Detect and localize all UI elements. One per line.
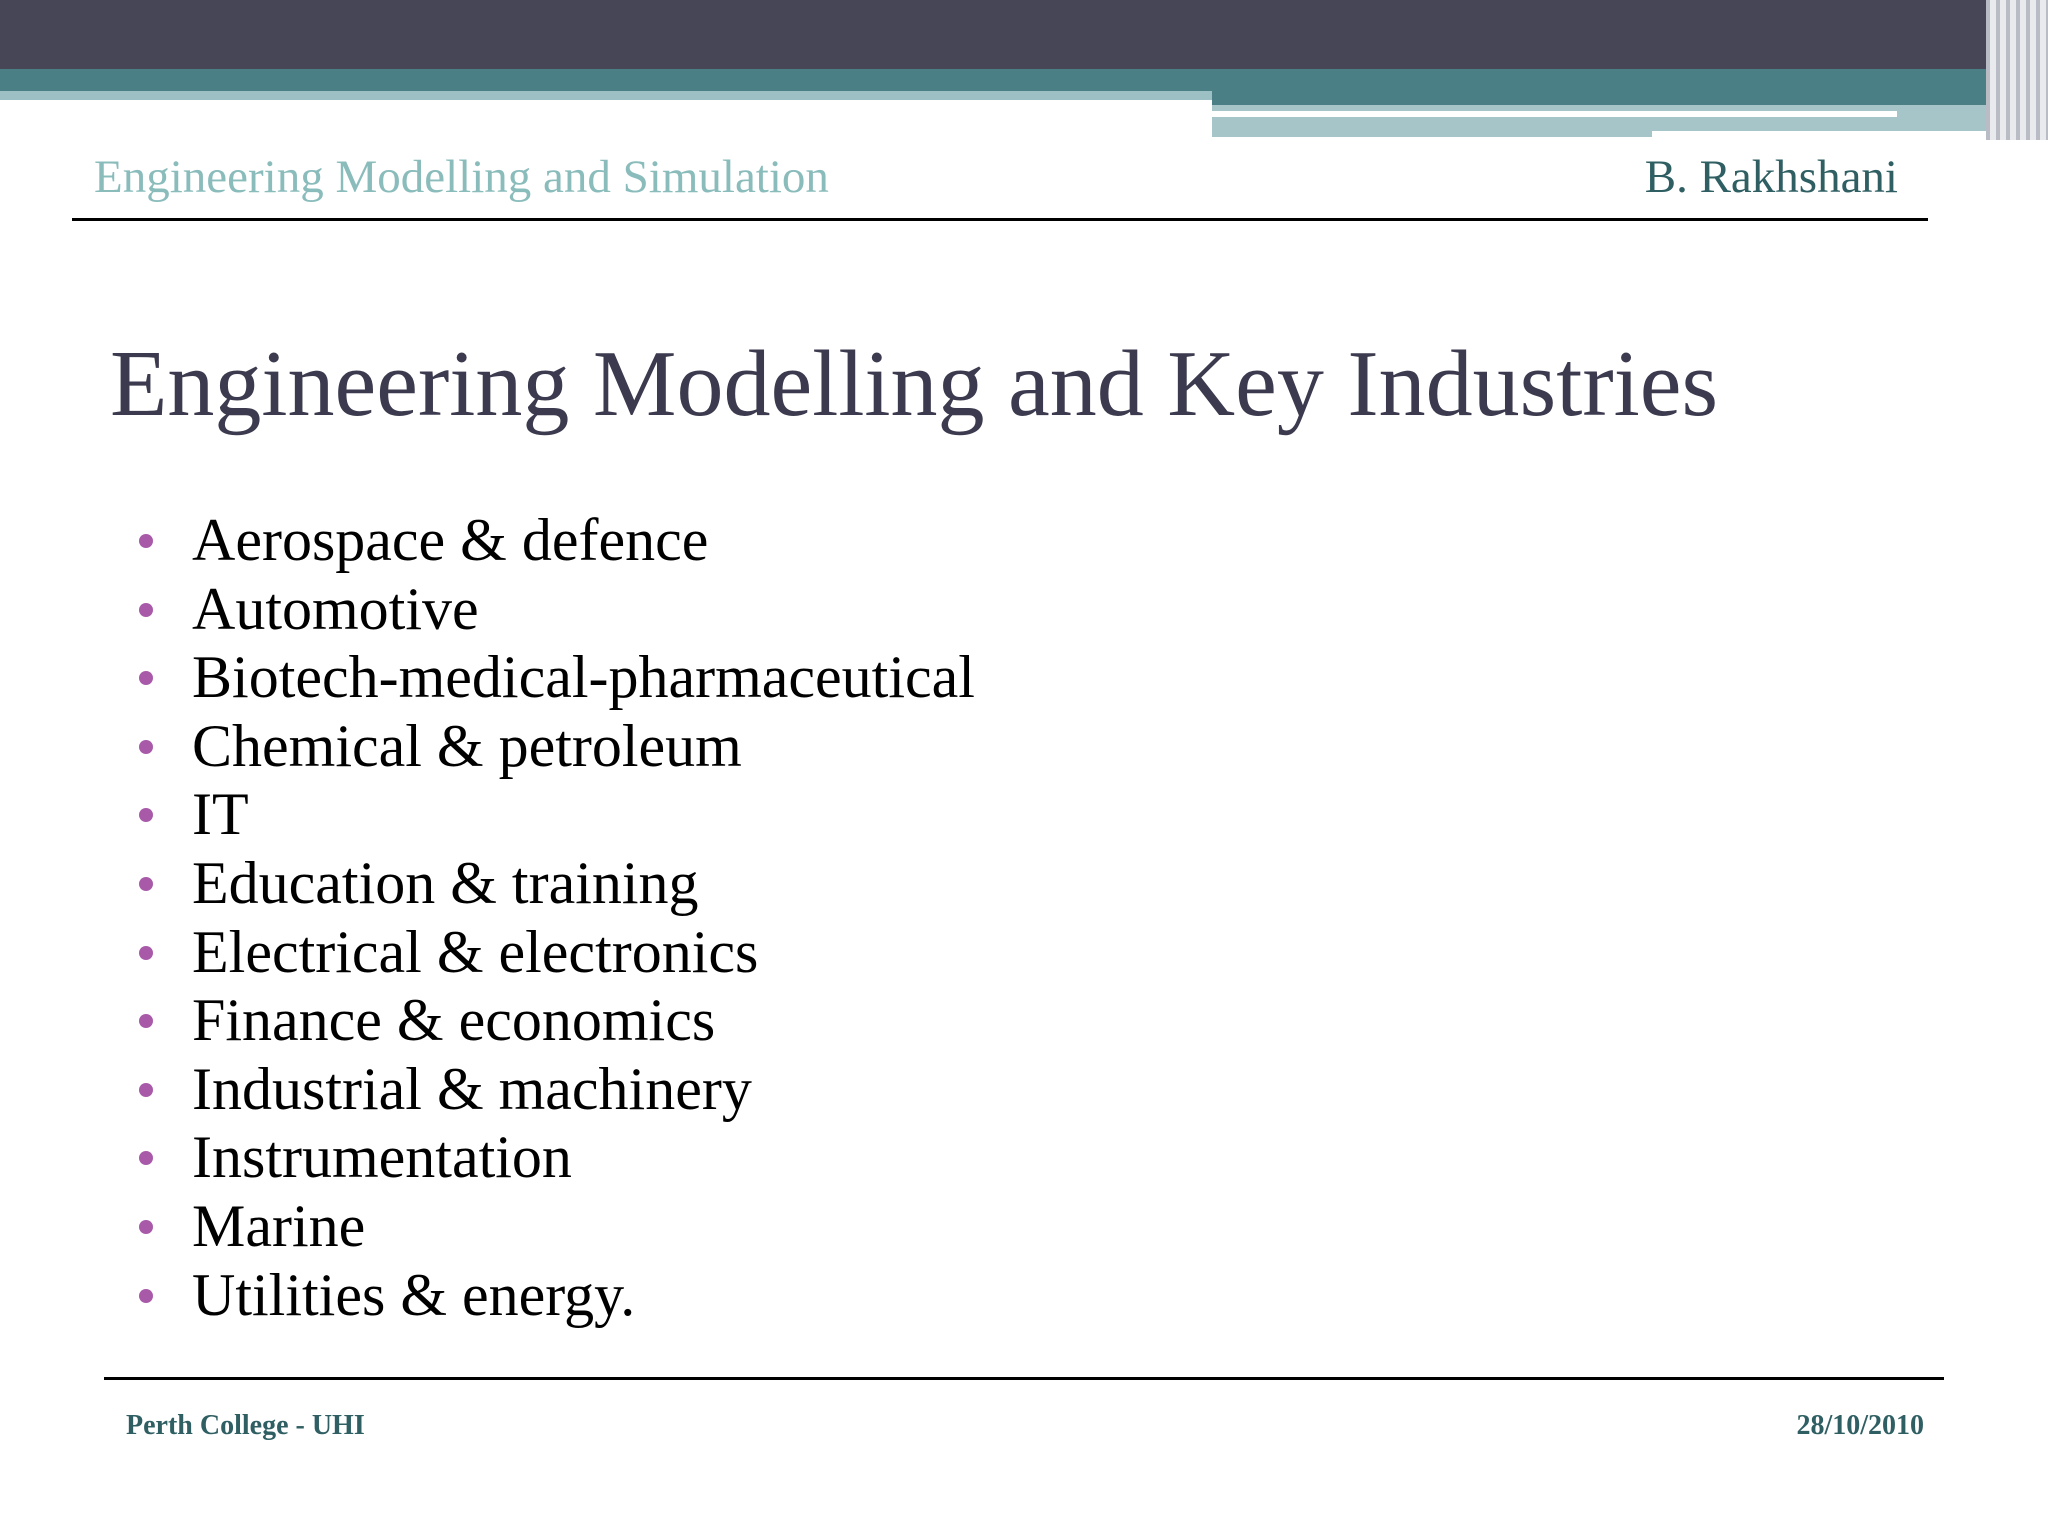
top-light-teal-strip <box>0 91 1212 100</box>
list-item-text: Marine <box>192 1192 366 1259</box>
list-item <box>136 849 975 918</box>
list-item-text: Finance & economics <box>192 987 716 1054</box>
header-divider <box>72 218 1928 221</box>
bullet-icon <box>139 740 153 754</box>
top-teal-bar <box>0 69 2048 91</box>
top-right-white-notch <box>1652 131 2012 139</box>
bullet-icon <box>139 603 153 617</box>
list-item-text: Chemical & petroleum <box>192 712 742 779</box>
list-item <box>136 712 975 781</box>
list-item-text: Biotech-medical-pharmaceutical <box>192 644 975 711</box>
bullet-icon <box>139 1289 153 1303</box>
list-item-text: Industrial & machinery <box>192 1055 752 1122</box>
bullet-icon <box>139 946 153 960</box>
list-item-text: Utilities & energy. <box>192 1261 636 1328</box>
top-right-teal-bar <box>1212 91 2048 105</box>
list-item <box>136 986 975 1055</box>
list-item-text: Aerospace & defence <box>192 507 709 573</box>
bullet-icon <box>139 808 153 822</box>
bullet-icon <box>139 1220 153 1234</box>
bullet-icon <box>139 1083 153 1097</box>
list-item <box>136 1123 975 1192</box>
slide-title: Engineering Modelling and Key Industries <box>110 332 1719 436</box>
bullet-icon <box>139 671 153 685</box>
list-item <box>136 918 975 987</box>
header-author: B. Rakhshani <box>1644 151 1898 203</box>
list-item-text: Education & training <box>192 849 699 916</box>
industry-list <box>136 506 975 1329</box>
list-item-text: Automotive <box>192 575 479 642</box>
top-dark-bar <box>0 0 2048 69</box>
list-item <box>136 643 975 712</box>
list-item-text: Electrical & electronics <box>192 918 759 985</box>
bullet-icon <box>139 534 153 548</box>
list-item <box>136 780 975 849</box>
list-item <box>136 1192 975 1261</box>
list-item <box>136 1055 975 1124</box>
list-item <box>136 575 975 644</box>
bullet-icon <box>139 877 153 891</box>
footer-divider <box>104 1377 1944 1380</box>
bullet-icon <box>139 1151 153 1165</box>
list-item-text: IT <box>192 781 249 848</box>
bullet-icon <box>139 1014 153 1028</box>
footer-institution: Perth College - UHI <box>126 1410 365 1441</box>
corner-stripes-decoration <box>1986 0 2048 140</box>
list-item <box>136 1261 975 1330</box>
list-item <box>136 506 975 575</box>
footer-date: 28/10/2010 <box>1796 1410 1924 1441</box>
list-item-text: Instrumentation <box>192 1124 572 1191</box>
top-right-white-strip <box>1212 111 1897 117</box>
header-course-title: Engineering Modelling and Simulation <box>94 151 829 203</box>
